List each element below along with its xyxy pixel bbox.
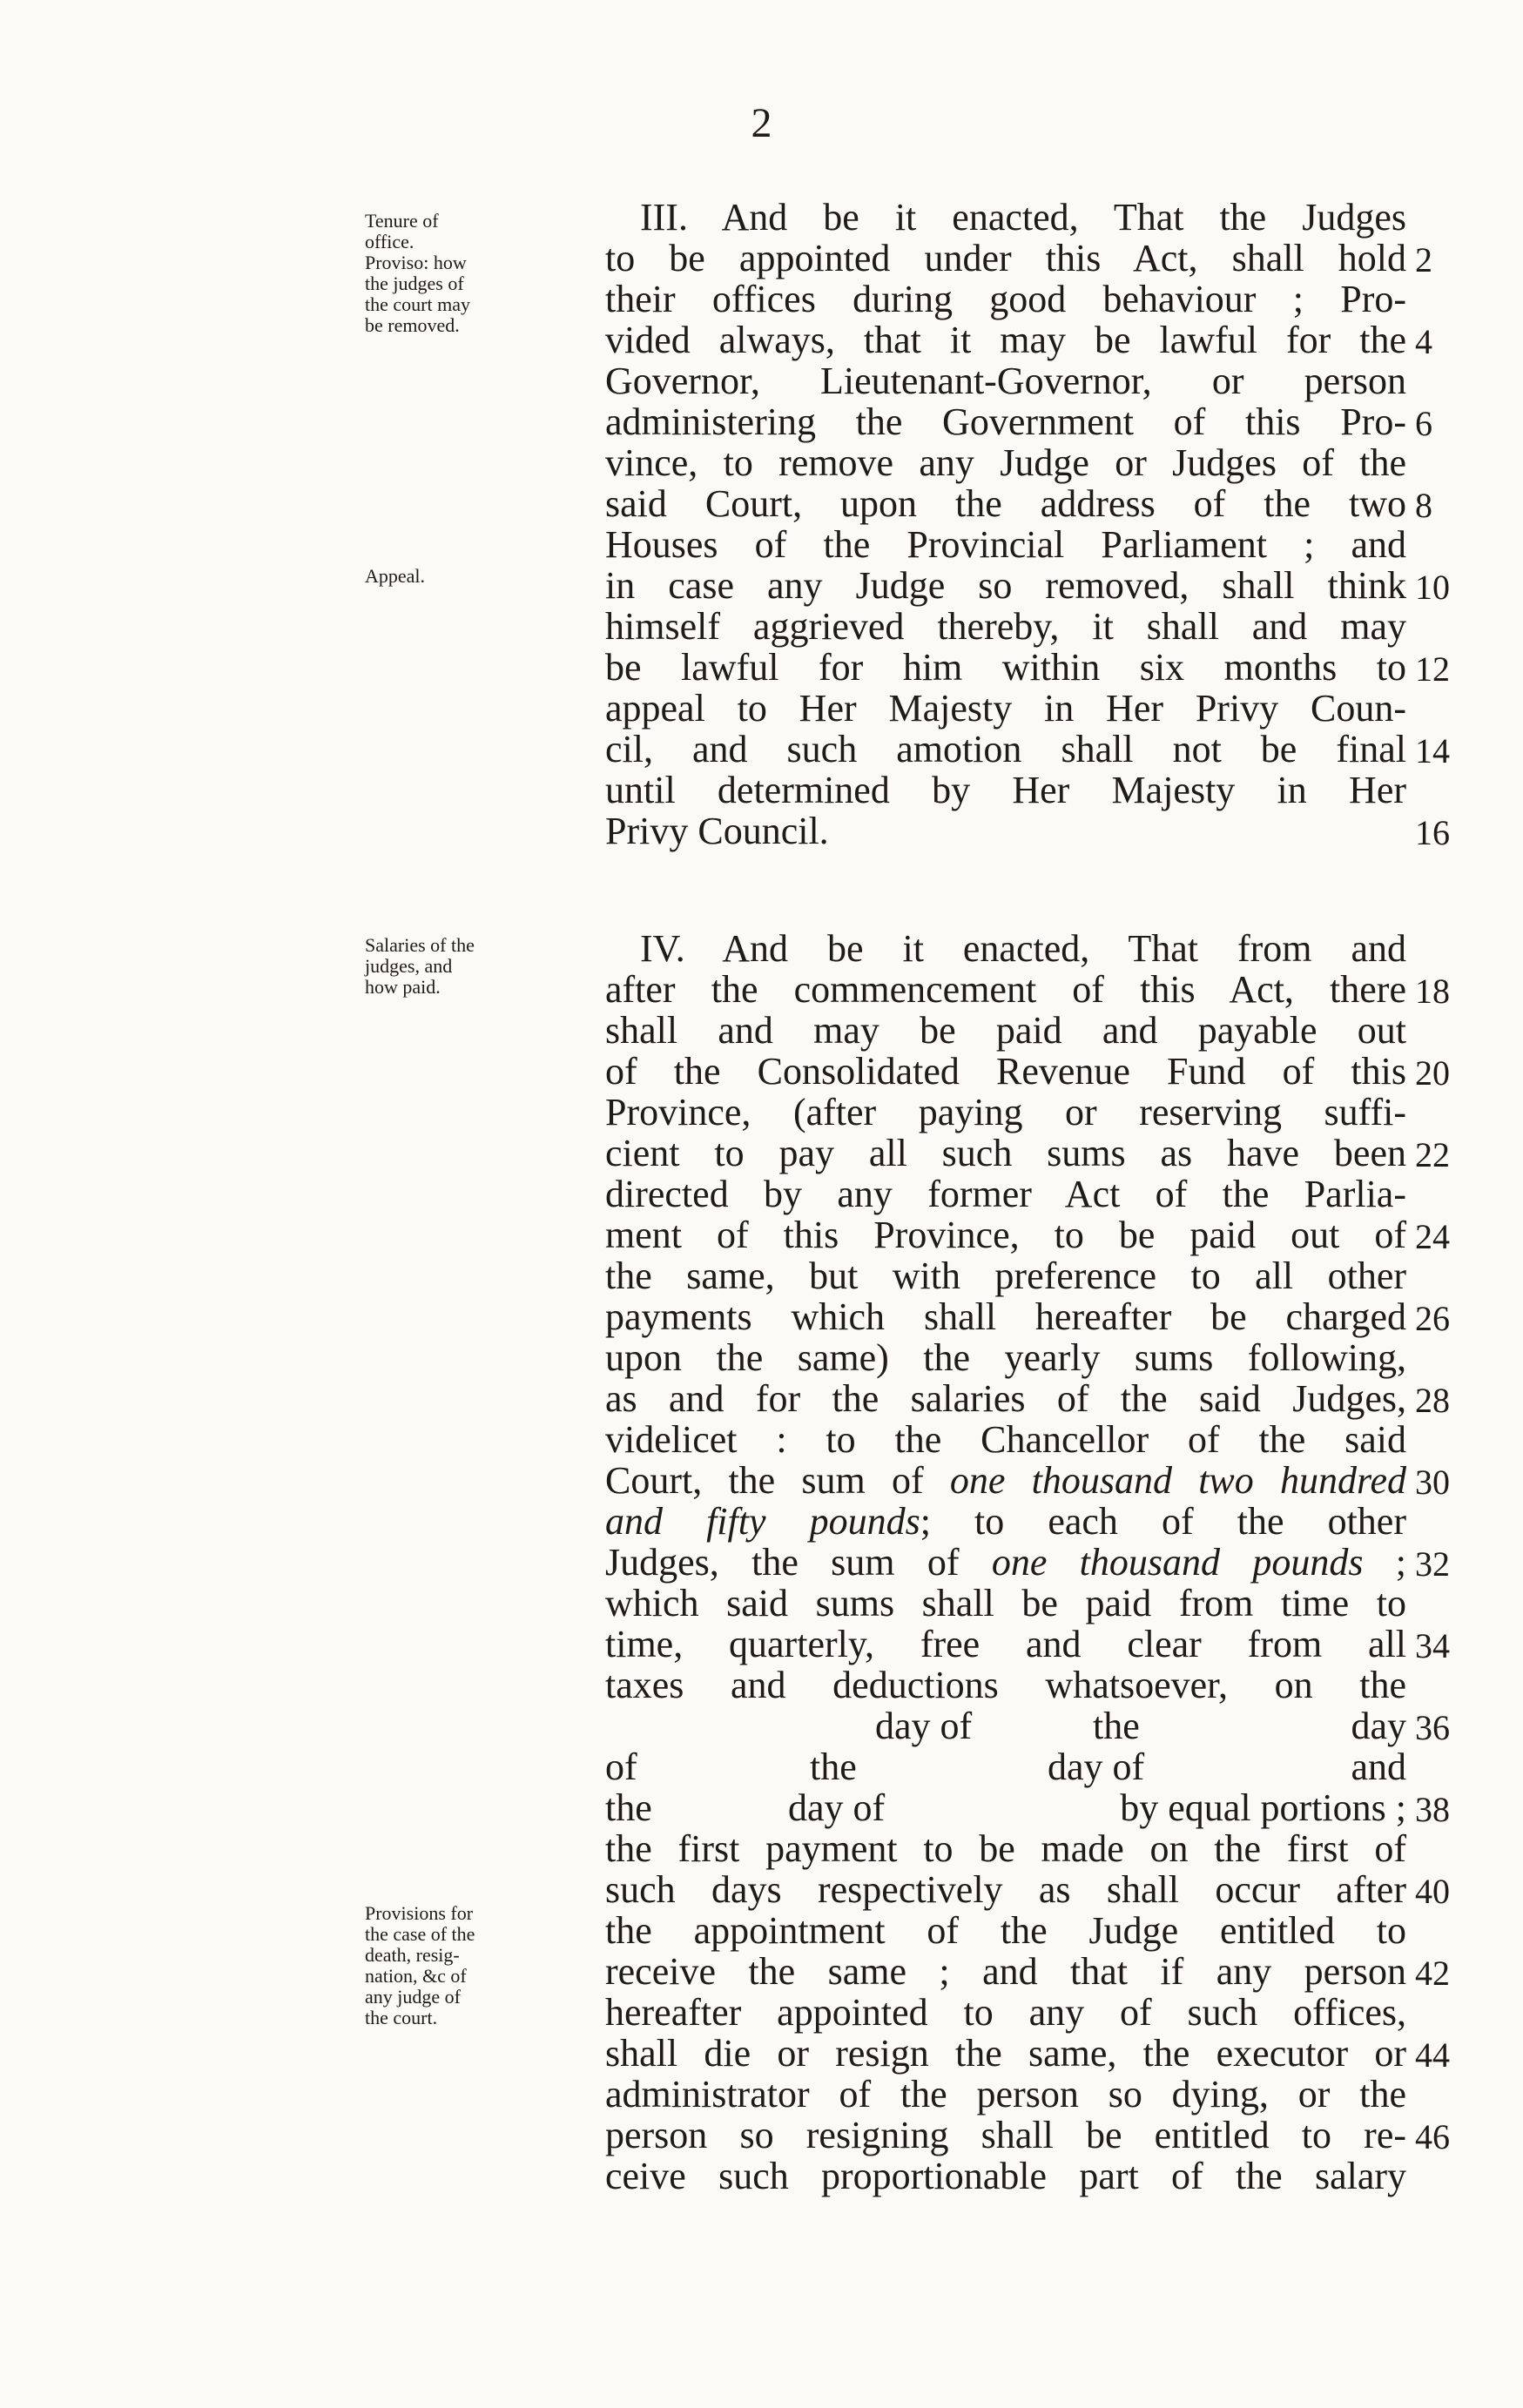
margin-note-line: be removed. — [365, 314, 460, 336]
margin-note-appeal — [365, 566, 565, 587]
margin-note-line: any judge of — [365, 1986, 461, 2008]
text-line: directed by any former Act of the Parlia- — [605, 1173, 1406, 1215]
text-line: cient to pay all such sums as have been — [605, 1132, 1406, 1174]
text-line: cil, and such amotion shall not be final — [605, 728, 1406, 770]
line-number: 22 — [1415, 1135, 1450, 1174]
line-number: 36 — [1415, 1708, 1450, 1747]
margin-note-line: Appeal. — [365, 565, 426, 587]
text-line: Privy Council. — [605, 810, 829, 852]
margin-note-tenure — [365, 211, 565, 336]
margin-note-line: judges, and — [365, 955, 453, 977]
text-line: IV. And be it enacted, That from and — [640, 927, 1406, 970]
text-run: day of — [788, 1786, 886, 1829]
text-run: of — [605, 1745, 637, 1788]
line-number: 12 — [1415, 649, 1450, 689]
text-line: be lawful for him within six months to — [605, 646, 1406, 689]
margin-note-salaries — [365, 935, 565, 998]
line-number: 18 — [1415, 972, 1450, 1011]
line-number: 26 — [1415, 1299, 1450, 1338]
line-number: 44 — [1415, 2035, 1450, 2075]
margin-note-line: the judges of — [365, 272, 464, 294]
margin-note-line: the court. — [365, 2007, 438, 2028]
line-number: 4 — [1415, 322, 1432, 361]
text-line: such days respectively as shall occur after — [605, 1868, 1406, 1911]
text-line: the first payment to be made on the first of — [605, 1827, 1406, 1870]
line-number: 32 — [1415, 1544, 1450, 1584]
text-run: by equal portions ; — [1120, 1786, 1406, 1829]
margin-note-line: office. — [365, 231, 414, 252]
line-number: 28 — [1415, 1381, 1450, 1420]
text-line — [605, 1541, 1407, 1584]
text-line — [605, 1459, 1407, 1502]
line-number: 20 — [1415, 1053, 1450, 1093]
text-line: III. And be it enacted, That the Judges — [640, 196, 1406, 239]
margin-note-line: Proviso: how — [365, 252, 467, 273]
text-line: hereafter appointed to any of such offices, — [605, 1991, 1406, 2034]
text-line: receive the same ; and that if any person — [605, 1950, 1406, 1993]
line-number: 2 — [1415, 240, 1432, 279]
text-line — [605, 1500, 1406, 1543]
text-line: the same, but with preference to all other — [605, 1254, 1406, 1297]
text-line: administering the Government of this Pro- — [605, 400, 1406, 443]
line-number: 34 — [1415, 1626, 1450, 1665]
line-number: 40 — [1415, 1872, 1450, 1911]
text-line: to be appointed under this Act, shall hold — [605, 237, 1406, 279]
text-line: administrator of the person so dying, or the — [605, 2073, 1406, 2115]
margin-note-line: Tenure of — [365, 210, 439, 232]
margin-note-line: Salaries of the — [365, 934, 475, 956]
text-line: said Court, upon the address of the two — [605, 482, 1406, 525]
italic-text-run: one thousand pounds — [991, 1541, 1364, 1584]
text-run: Court, the sum of — [605, 1459, 924, 1502]
text-run: ; — [1395, 1541, 1407, 1584]
text-run: day of — [1048, 1745, 1145, 1788]
text-line: ceive such proportionable part of the salary — [605, 2155, 1406, 2197]
text-line: their offices during good behaviour ; Pro- — [605, 278, 1406, 320]
text-line: until determined by Her Majesty in Her — [605, 769, 1406, 811]
text-run: day — [1351, 1705, 1406, 1747]
text-line: upon the same) the yearly sums following, — [605, 1336, 1406, 1379]
margin-note-line: how paid. — [365, 976, 441, 998]
italic-text-run: one thousand two hundred — [949, 1459, 1407, 1502]
text-line: videlicet : to the Chancellor of the said — [605, 1418, 1406, 1461]
text-line: shall and may be paid and payable out — [605, 1009, 1406, 1052]
text-line: Governor, Lieutenant-Governor, or person — [605, 360, 1406, 402]
text-line: shall die or resign the same, the executor or — [605, 2032, 1406, 2075]
line-number: 8 — [1415, 486, 1432, 525]
margin-note-line: Provisions for — [365, 1902, 474, 1924]
text-line: appeal to Her Majesty in Her Privy Coun- — [605, 687, 1406, 730]
margin-note-provisions — [365, 1903, 565, 2028]
text-run: day of — [875, 1705, 973, 1747]
text-line: the appointment of the Judge entitled to — [605, 1909, 1406, 1952]
text-line: taxes and deductions whatsoever, on the — [605, 1664, 1406, 1706]
text-line: vince, to remove any Judge or Judges of the — [605, 441, 1406, 484]
line-number: 16 — [1415, 813, 1450, 852]
italic-text-run: and fifty pounds — [605, 1500, 920, 1543]
text-line: payments which shall hereafter be charged — [605, 1295, 1406, 1338]
text-line: ment of this Province, to be paid out of — [605, 1214, 1406, 1256]
line-number: 30 — [1415, 1463, 1450, 1502]
text-line: which said sums shall be paid from time to — [605, 1582, 1406, 1624]
line-number: 14 — [1415, 731, 1450, 770]
text-run: the — [605, 1786, 652, 1829]
text-run: and — [1351, 1745, 1406, 1788]
margin-note-line: the court may — [365, 293, 470, 315]
text-run: Judges, the sum of — [605, 1541, 960, 1584]
text-run: the — [810, 1745, 857, 1788]
line-number: 46 — [1415, 2117, 1450, 2156]
page-number: 2 — [751, 100, 772, 146]
margin-note-line: the case of the — [365, 1923, 475, 1945]
line-number: 42 — [1415, 1954, 1450, 1993]
text-line: of the Consolidated Revenue Fund of this — [605, 1050, 1406, 1093]
line-number: 38 — [1415, 1790, 1450, 1829]
line-number: 6 — [1415, 404, 1432, 443]
margin-note-line: death, resig- — [365, 1944, 460, 1966]
text-line: Province, (after paying or reserving suffi- — [605, 1091, 1406, 1133]
text-line: Houses of the Provincial Parliament ; and — [605, 523, 1406, 566]
text-line: in case any Judge so removed, shall think — [605, 564, 1406, 607]
text-line: person so resigning shall be entitled to re- — [605, 2114, 1406, 2156]
text-run: ; to each of the other — [920, 1500, 1406, 1543]
text-line: himself aggrieved thereby, it shall and may — [605, 605, 1406, 648]
text-line: vided always, that it may be lawful for the — [605, 319, 1406, 361]
text-line: time, quarterly, free and clear from all — [605, 1623, 1406, 1665]
margin-note-line: nation, &c of — [365, 1965, 467, 1987]
line-number: 10 — [1415, 568, 1450, 607]
text-line: after the commencement of this Act, there — [605, 968, 1406, 1011]
line-number: 24 — [1415, 1217, 1450, 1256]
text-line: as and for the salaries of the said Judges, — [605, 1377, 1406, 1420]
text-run: the — [1093, 1705, 1140, 1747]
